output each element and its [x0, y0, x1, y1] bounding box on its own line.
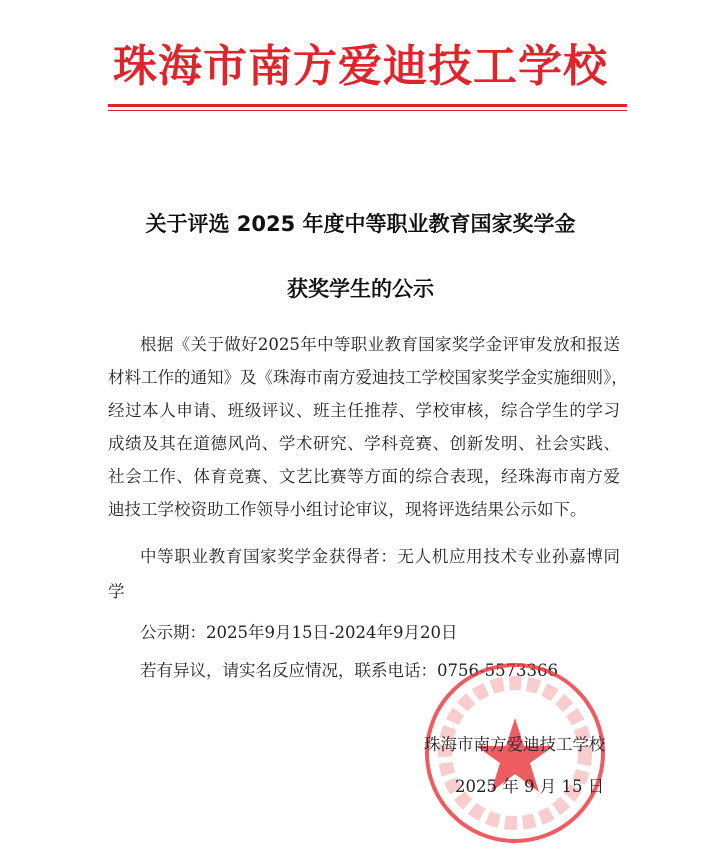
signature-org: 珠海市南方爱迪技工学校 — [424, 735, 606, 754]
letterhead-school-name: 珠海市南方爱迪技工学校 — [113, 41, 608, 92]
contact-line: 若有异议，请实名反应情况，联系电话：0756-5573366 — [140, 661, 559, 680]
letterhead-rule-thin — [108, 110, 627, 111]
paragraph-line: 社会工作、体育竞赛、文艺比赛等方面的综合表现，经珠海市南方爱 — [108, 467, 620, 486]
paragraph-line: 经过本人申请、班级评议、班主任推荐、学校审核，综合学生的学习 — [108, 401, 620, 420]
paragraph-line: 根据《关于做好2025年中等职业教育国家奖学金评审发放和报送 — [140, 335, 620, 354]
paragraph-line: 材料工作的通知》及《珠海市南方爱迪技工学校国家奖学金实施细则》， — [108, 368, 628, 387]
document-title-line2: 获奖学生的公示 — [287, 277, 434, 301]
signature-date: 2025 年 9 月 15 日 — [455, 777, 605, 796]
paragraph-line: 迪技工学校资助工作领导小组讨论审议，现将评选结果公示如下。 — [108, 500, 587, 519]
letterhead-rule-thick — [108, 104, 627, 107]
paragraph-line: 成绩及其在道德风尚、学术研究、学科竞赛、创新发明、社会实践、 — [108, 434, 620, 453]
document-title-line1: 关于评选 2025 年度中等职业教育国家奖学金 — [145, 212, 576, 236]
winner-line: 中等职业教育国家奖学金获得者：无人机应用技术专业孙嘉博同 — [140, 547, 620, 566]
winner-line-cont: 学 — [108, 582, 125, 601]
publicity-period: 公示期：2025年9月15日-2024年9月20日 — [140, 623, 458, 642]
